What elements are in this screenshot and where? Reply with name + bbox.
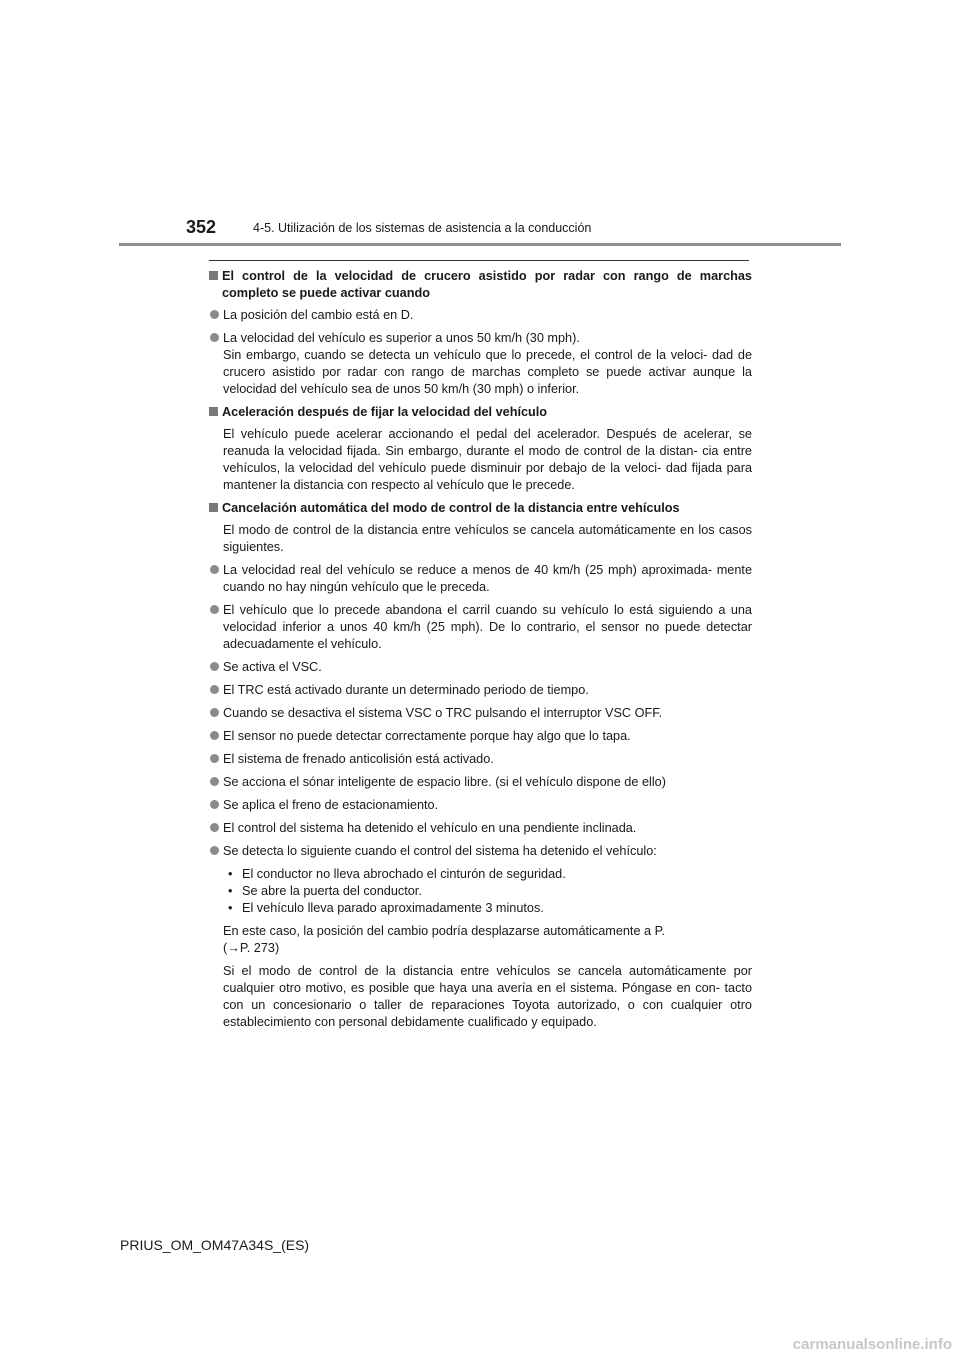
section-heading: El control de la velocidad de crucero asistido por radar con rango de marchas completo se puede activar cuando (209, 268, 752, 302)
list-item: La velocidad del vehículo es superior a unos 50 km/h (30 mph). (209, 330, 752, 347)
list-item: La velocidad real del vehículo se reduce a menos de 40 km/h (25 mph) aproximada- mente cuando no hay ningún vehículo que le preceda. (209, 562, 752, 596)
body-text: El vehículo puede acelerar accionando el pedal del acelerador. Después de acelerar, se reanuda la velocidad fijada. Sin embargo, durante el modo de control de la distan- cia entre vehículos, la velocidad del vehículo puede disminuir por debajo de la veloci- dad fijada para mantener la distancia con respecto al vehículo que le precede. (223, 427, 752, 492)
section-heading: Aceleración después de fijar la velocidad del vehículo (209, 404, 752, 421)
content (209, 268, 752, 1036)
body-text: En este caso, la posición del cambio podría desplazarse automáticamente a P. (223, 924, 665, 938)
list-item: El sistema de frenado anticolisión está activado. (209, 751, 752, 768)
sub-list (209, 866, 752, 917)
section-title: 4-5. Utilización de los sistemas de asistencia a la conducción (253, 221, 592, 235)
list-item: El sensor no puede detectar correctamente porque hay algo que lo tapa. (209, 728, 752, 745)
list-item: Se detecta lo siguiente cuando el control del sistema ha detenido el vehículo: (209, 843, 752, 860)
watermark: carmanualsonline.info (792, 1336, 952, 1353)
header-rule (119, 243, 841, 246)
list-item: La posición del cambio está en D. (209, 307, 752, 324)
circle-bullet-icon (210, 777, 219, 786)
circle-bullet-icon (210, 565, 219, 574)
circle-bullet-icon (210, 310, 219, 319)
list-item: Cuando se desactiva el sistema VSC o TRC pulsando el interruptor VSC OFF. (209, 705, 752, 722)
page-reference: (→P. 273) (223, 941, 280, 955)
circle-bullet-icon (210, 731, 219, 740)
list-item: Se acciona el sónar inteligente de espacio libre. (si el vehículo dispone de ello) (209, 774, 752, 791)
closing-text: Si el modo de control de la distancia entre vehículos se cancela automáticamente por cualquier otro motivo, es posible que haya una avería en el sistema. Póngase en con- tacto con un concesionario o taller de reparaciones Toyota autorizado, o con cualquier otro establecimiento con personal debidamente cualificado y equipado. (223, 964, 752, 1029)
circle-bullet-icon (210, 333, 219, 342)
circle-bullet-icon (210, 823, 219, 832)
circle-bullet-icon (210, 754, 219, 763)
list-item: El TRC está activado durante un determinado periodo de tiempo. (209, 682, 752, 699)
note-text: Sin embargo, cuando se detecta un vehículo que lo precede, el control de la veloci- dad de crucero asistido por radar con rango de marchas completo se puede activar aunque la velocidad del vehículo sea de unos 50 km/h (30 mph) o inferior. (223, 348, 752, 396)
body-text: El modo de control de la distancia entre vehículos se cancela automáticamente en los casos siguientes. (223, 523, 752, 554)
square-bullet-icon (209, 407, 218, 416)
page-number: 352 (186, 217, 217, 237)
sub-list-item: • El vehículo lleva parado aproximadamente 3 minutos. (228, 901, 544, 915)
square-bullet-icon (209, 503, 218, 512)
circle-bullet-icon (210, 800, 219, 809)
document-code: PRIUS_OM_OM47A34S_(ES) (120, 1237, 310, 1253)
list-item: Se activa el VSC. (209, 659, 752, 676)
sub-list-item: • El conductor no lleva abrochado el cinturón de seguridad. (228, 867, 566, 881)
circle-bullet-icon (210, 685, 219, 694)
section-rule (209, 260, 749, 261)
circle-bullet-icon (210, 605, 219, 614)
list-item: El control del sistema ha detenido el vehículo en una pendiente inclinada. (209, 820, 752, 837)
section-heading: Cancelación automática del modo de control de la distancia entre vehículos (209, 500, 752, 517)
circle-bullet-icon (210, 708, 219, 717)
circle-bullet-icon (210, 662, 219, 671)
list-item: El vehículo que lo precede abandona el carril cuando su vehículo lo está siguiendo a una velocidad inferior a unos 40 km/h (25 mph). De lo contrario, el sensor no puede detectar adecuadamente el vehículo. (209, 602, 752, 653)
sub-list-item: • Se abre la puerta del conductor. (228, 884, 422, 898)
square-bullet-icon (209, 271, 218, 280)
circle-bullet-icon (210, 846, 219, 855)
list-item: Se aplica el freno de estacionamiento. (209, 797, 752, 814)
